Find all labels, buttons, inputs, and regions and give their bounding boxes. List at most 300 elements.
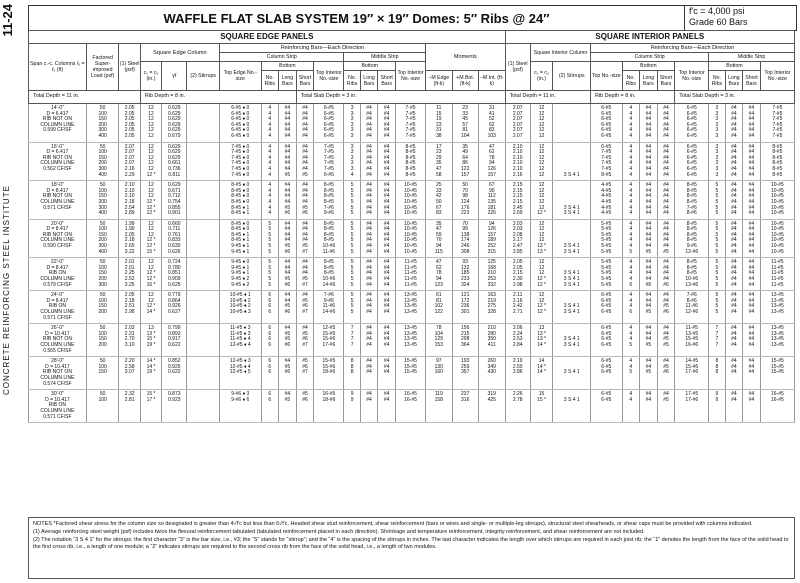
cell-mti: 8-#5 8-#5 8-#5 8-#5 8-#5 8-#5 [395,142,425,181]
cell-load: 50 100 [86,390,119,423]
cell-load: 50 100 150 200 300 400 [86,142,119,181]
cell-is: 2.03 2.03 2.08 2.17 2.47 2.85 [505,219,530,258]
cell-steel: 2.01 2.01 2.25 2.52 3.25 [119,258,140,291]
cell-me: 11 15 19 23 31 38 [426,104,452,143]
int-ms-top-interior-header: Top Interior No.-size [760,62,794,91]
cell-imsb: #4 #4 #4 #4 #4 #4 [743,142,761,181]
cell-lb: #4 #5 #6 [279,357,297,390]
cell-ilb: #4 #4 #4 #4 #4 #4 [640,181,658,220]
cell-gamma: 0.873 0.923 [162,390,187,423]
ms-short-bars-header: Short Bars [378,71,396,91]
cell-ic: 14 14 * 14 * [530,357,553,390]
moments-header: Moments [426,44,506,71]
cell-mti: 15-#5 15-#5 15-#5 [395,357,425,390]
cell-imlb: #4 #4 #4 #4 [725,324,743,357]
cell-it: 6-#5 7-#5 7-#5 7-#5 7-#5 8-#5 [591,142,622,181]
cell-inr: 4 4 4 4 4 4 [622,142,640,181]
table-row [29,357,795,390]
cell-ilb: #4 #4 #4 #5 [640,291,658,324]
cell-steel: 1.99 1.99 2.05 2.18 2.65 3.22 [119,219,140,258]
cell-isb: #4 #4 #5 #6 [657,291,675,324]
no-ribs-header: No. Ribs [261,71,279,91]
cell-lb: #4 #4 #4 #4 #5 #6 [279,219,297,258]
cell-mb: 237 316 [452,390,478,423]
cell-steel: 2.05 2.18 2.51 2.98 [119,291,140,324]
cell-te: 11-#5 ♦ 3 11-#5 ♦ 3 11-#5 ♦ 4 12-#5 ♦ 4 [220,324,261,357]
cell-sb: #4 #4 #4 #4 #4 #4 [296,104,314,143]
cell-it: 6-#5 6-#5 [591,390,622,423]
cell-ist [553,104,591,143]
cell-mi: 47 62 78 94 126 157 [478,142,505,181]
cell-ic: 13 13 * 13 * 14 * [530,324,553,357]
cell-ist: 3 S 4 1 [553,142,591,181]
cell-imsb: #4 #4 [743,390,761,423]
int-ms-bottom-header: Bottom [709,62,761,71]
cell-span: 14′-0″ D = 6.417 RIB NOT ON COLUMN LINE 0.599 CF/SF [29,104,87,143]
cell-imnr: 5 5 5 5 5 5 [709,181,725,220]
cell-gamma: 0.660 0.711 0.761 0.833 0.630 0.626 [162,219,187,258]
int-ms-short-bars-header: Short Bars [743,71,761,91]
cell-is: 2.07 2.07 2.07 2.07 2.07 2.07 [505,104,530,143]
cell-msb: #4 #4 #4 #4 #4 #4 [378,142,396,181]
cell-stir [187,104,220,143]
int-top-header: Top No.-size [591,62,622,91]
cell-imti: 10-#5 10-#5 10-#5 10-#5 10-#5 10-#5 [760,219,794,258]
cell-iti: 8-#5 8-#5 8-#5 8-#5 7-#6 8-#6 [675,181,709,220]
cell-me: 35 47 59 70 94 115 [426,219,452,258]
cell-imlb: #4 #4 #4 #4 #4 #4 [725,142,743,181]
cell-span: 20′-0″ D = 8.417 RIB NOT ON COLUMN LINE 0.590 CF/SF [29,219,87,258]
cell-ic: 15 15 * [530,390,553,423]
cell-imsb: #4 #4 #4 #4 #4 [743,258,761,291]
cell-isb: #4 #5 [657,390,675,423]
page-number: 11-24 [0,4,15,37]
table-body [29,91,795,423]
cell-nr: 4 4 4 4 4 4 [261,181,279,220]
int-stirrups-header: (2) Stirrups [553,62,591,91]
cell-mti: 10-#5 10-#5 10-#5 10-#5 10-#5 10-#5 [395,219,425,258]
cell-imti: 8-#5 8-#5 8-#5 8-#5 8-#5 8-#5 [760,142,794,181]
top-interior-header: Top Interior No.-size [314,62,344,91]
cell-gamma: 0.724 0.780 0.851 0.909 0.625 [162,258,187,291]
cell-imnr: 8 8 8 [709,357,725,390]
cell-ist: 3 S 4 1 [553,357,591,390]
cell-te: 6-#5 ♦ 0 6-#5 ♦ 0 6-#5 ♦ 0 6-#5 ♦ 0 6-#5 ♦ 0 6-#5 ♦ 0 [220,104,261,143]
cell-sb: #4 #5 #6 #7 [296,291,314,324]
cell-load: 50 100 150 200 300 400 [86,104,119,143]
cell-span: 30′-0″ D = 10.417 RIB ON COLUMN LINE 0.571 CF/SF [29,390,87,423]
cell-it: 6-#5 6-#5 6-#5 6-#5 [591,324,622,357]
int-middle-strip-header: Middle Strip [709,53,795,62]
cell-imti: 7-#5 7-#5 7-#5 7-#5 7-#5 7-#5 [760,104,794,143]
title-bar [28,5,797,31]
int-no-ribs-header: No. Ribs [622,71,640,91]
cell-msb: #4 #4 [378,390,396,423]
cell-nr: 6 6 6 6 [261,291,279,324]
cell-nr: 6 6 6 6 [261,324,279,357]
edge-column-header: Square Edge Column [140,44,219,62]
cell-sb: #5 #6 #7 [296,357,314,390]
cell-mi: 125 168 210 253 332 [478,258,505,291]
cell-imti: 16-#5 16-#5 [760,390,794,423]
cell-mnr: 5 5 5 5 5 5 [344,181,360,220]
cell-ist: 3 S 4 1 3 S 4 1 [553,219,591,258]
cell-imnr: 5 5 5 5 5 5 [709,219,725,258]
cell-me: 78 104 129 153 [426,324,452,357]
cell-mb: 156 215 298 364 [452,324,478,357]
cell-stir [187,291,220,324]
cell-span: 28′-0″ D = 10.417 RIB NOT ON COLUMN LINE 0.574 CF/SF [29,357,87,390]
cell-mti: 10-#5 10-#5 10-#5 10-#5 10-#5 10-#5 [395,181,425,220]
cell-load: 50 100 150 [86,357,119,390]
cell-ist: 3 S 4 1 3 S 4 1 [553,181,591,220]
cell-mi: 94 126 157 189 252 315 [478,219,505,258]
cell-isb: #4 #4 #4 #4 #4 #4 [657,104,675,143]
cell-it: 4-#5 4-#5 4-#5 4-#5 4-#5 4-#5 [591,181,622,220]
ms-long-bars-header: Long Bars [360,71,378,91]
cell-inr: 4 4 4 4 6 [622,258,640,291]
cell-te: 8-#5 ♦ 0 8-#5 ♦ 0 8-#5 ♦ 1 8-#5 ♦ 1 9-#5 ♦ 1 9-#5 ♦ 1 [220,219,261,258]
cell-lb: #4 #4 #5 #6 [279,291,297,324]
cell-te: 10-#5 ♦ 1 10-#5 ♦ 2 10-#5 ♦ 2 10-#5 ♦ 3 [220,291,261,324]
m-int-header: −M Int. (ft-k) [478,71,505,91]
cell-imsb: #4 #4 #4 #4 #4 #4 [743,219,761,258]
cell-sb: #4 #4 #4 #4 #5 #6 [296,181,314,220]
cell-mti: 11-#5 11-#5 11-#5 11-#5 11-#5 [395,258,425,291]
cell-msb: #4 #4 #4 #4 #4 [378,258,396,291]
cell-imnr: 3 3 3 3 3 3 [709,104,725,143]
cell-ti: 6-#5 6-#5 6-#5 6-#5 6-#5 6-#5 [314,104,344,143]
cell-lb: #4 #4 #4 #4 #4 #4 [279,104,297,143]
cell-ic: 12 12 12 12 * 12 * [530,258,553,291]
cell-imnr: 5 5 5 5 [709,291,725,324]
cell-stir [187,357,220,390]
cell-it: 6-#5 6-#5 6-#5 [591,357,622,390]
m-edge-header: −M Edge (ft-k) [426,71,452,91]
cell-is: 2.26 2.78 [505,390,530,423]
cell-isb: #4 #5 #6 [657,357,675,390]
cell-iti: 8-#5 8-#5 8-#5 8-#5 9-#6 12-#6 [675,219,709,258]
cell-mi: 67 90 112 135 181 226 [478,181,505,220]
cell-mlb: #4 #4 #4 [360,357,378,390]
cell-mi: 260 349 430 [478,357,505,390]
cell-ti: 8-#5 8-#5 8-#5 8-#5 10-#6 11-#6 [314,219,344,258]
cell-lb: #4 #4 #4 #4 #5 #6 [279,181,297,220]
cell-imti: 13-#5 13-#5 13-#5 13-#5 [760,324,794,357]
cell-te: 9-#6 ♦ 3 9-#6 ♦ 6 [220,390,261,423]
slab-depth-int: Total Slab Depth = 3 in. [675,91,795,104]
depth-row [29,91,795,104]
cell-te: 9-#5 ♦ 0 9-#5 ♦ 1 9-#5 ♦ 1 9-#5 ♦ 2 9-#5 ♦ 2 [220,258,261,291]
cell-stir [187,142,220,181]
cell-imsb: #4 #4 #4 #4 [743,291,761,324]
cell-msb: #4 #4 #4 #4 [378,291,396,324]
cell-imlb: #4 #4 #4 #4 [725,291,743,324]
long-bars-header: Long Bars [279,71,297,91]
cell-lb: #4 #5 #5 #6 [279,324,297,357]
cell-sb: #4 #4 #4 #4 #5 #7 [296,219,314,258]
m-bot-header: +M Bot. (ft-k) [452,71,478,91]
cell-inr: 4 4 4 6 [622,291,640,324]
stirrups-header: (2) Stirrups [187,62,220,91]
cell-imsb: #4 #4 #4 #4 #4 #4 [743,104,761,143]
cell-c: 12 12 12 12 * 12 * 12 * [140,181,161,220]
cell-imlb: #4 #4 #4 #4 #4 #4 [725,104,743,143]
cell-steel: 2.03 2.31 2.70 3.10 [119,324,140,357]
rib-depth-edge: Rib Depth = 8 in. [140,91,296,104]
cell-sb: #4 #4 #4 #5 #7 [296,258,314,291]
cell-isb: #4 #4 #4 #4 #4 #4 [657,142,675,181]
cell-mb: 70 99 138 174 246 308 [452,219,478,258]
cell-imlb: #4 #4 #4 #4 #4 #4 [725,219,743,258]
cell-load: 50 100 150 200 [86,324,119,357]
cell-sb: #4 #4 #4 #4 #4 #5 [296,142,314,181]
ms-bottom-header: Bottom [344,62,396,71]
cell-load: 50 100 150 200 300 [86,258,119,291]
cell-span: 26′-0″ D = 10.417 RIB NOT ON COLUMN LINE 0.565 CF/SF [29,324,87,357]
table-row [29,219,795,258]
cell-mnr: 7 7 7 7 [344,324,360,357]
cell-imsb: #4 #4 #4 [743,357,761,390]
cell-is: 2.19 2.50 2.86 [505,357,530,390]
top-edge-header: Top Edge No.-size [220,62,261,91]
cell-lb: #4 #5 [279,390,297,423]
notes [28,517,795,579]
c1c2-header: c₁ = c₂ (in.) [140,62,161,91]
cell-is: 2.15 2.15 2.15 2.15 2.45 2.69 [505,181,530,220]
note-1: (1) Average reinforcing steel weight (psf) includes twice the flexural reinforcement tabulated (tabulated reinforcement placed in each direction). Shrinkage and temperature reinforcement, integrity reinforcement, and shear reinforcement are not included. [33,529,645,535]
cell-gamma: 0.629 0.629 0.629 0.661 0.736 0.811 [162,142,187,181]
cell-steel: 2.07 2.07 2.07 2.07 2.16 2.29 [119,142,140,181]
total-depth-edge: Total Depth = 11 in. [29,91,141,104]
cell-gamma: 0.852 0.925 0.622 [162,357,187,390]
cell-c: 12 12 12 * 14 * [140,291,161,324]
cell-msb: #4 #4 #4 #4 #4 #4 [378,104,396,143]
cell-isb: #4 #4 #4 #4 #4 #4 [657,181,675,220]
cell-imti: 10-#5 10-#5 10-#5 10-#5 10-#5 10-#5 [760,181,794,220]
cell-mti: 16-#5 16-#5 [395,390,425,423]
cell-steel: 2.10 2.10 2.10 2.18 2.54 2.89 [119,181,140,220]
cell-imnr: 9 9 [709,390,725,423]
slab-depth-edge: Total Slab Depth = 3 in. [296,91,505,104]
cell-imti: 15-#5 15-#5 15-#5 [760,357,794,390]
cell-iti: 17-#5 17-#6 [675,390,709,423]
cell-it: 6-#5 6-#5 6-#5 6-#5 [591,291,622,324]
table-row [29,390,795,423]
cell-inr: 4 4 4 4 4 5 [622,219,640,258]
cell-imnr: 7 7 7 7 [709,324,725,357]
cell-me: 25 33 42 50 67 83 [426,181,452,220]
cell-iti: 6-#5 6-#5 6-#5 6-#5 6-#5 6-#5 [675,104,709,143]
cell-ist: 3 S 4 1 [553,390,591,423]
cell-ti: 15-#5 15-#6 18-#6 [314,357,344,390]
cell-msb: #4 #4 #4 [378,357,396,390]
cell-c: 15 * 17 * [140,390,161,423]
ms-top-interior-header: Top Interior No.-size [395,62,425,91]
cell-mnr: 5 5 5 5 5 [344,258,360,291]
cell-c: 12 12 12 12 12 12 [140,104,161,143]
int-column-header: Square Interior Column [530,44,590,62]
cell-mti: 13-#5 13-#5 13-#5 13-#5 [395,291,425,324]
cell-imlb: #4 #4 #4 #4 #4 [725,258,743,291]
rib-depth-int: Rib Depth = 8 in. [591,91,675,104]
cell-ilb: #4 #4 #4 #5 [640,324,658,357]
cell-ilb: #4 #4 #4 #4 #4 #5 [640,219,658,258]
cell-mlb: #4 #4 #4 #4 #4 #4 [360,104,378,143]
material-spec [684,6,796,30]
cell-ist: 3 S 4 1 3 S 4 1 3 S 4 1 [553,258,591,291]
cell-mi: 163 219 275 328 [478,291,505,324]
cell-span: 22′-0″ D = 8.417 RIB ON COLUMN LINE 0.579 CF/SF [29,258,87,291]
cell-steel: 2.20 2.58 3.07 [119,357,140,390]
cell-is: 2.11 2.16 2.42 2.71 [505,291,530,324]
cell-inr: 4 4 [622,390,640,423]
cell-ilb: #4 #4 [640,390,658,423]
cell-ilb: #4 #4 #5 [640,357,658,390]
middle-strip-header: Middle Strip [344,53,426,62]
cell-msb: #4 #4 #4 #4 #4 #4 [378,219,396,258]
cell-imti: 13-#5 13-#5 13-#5 13-#5 [760,291,794,324]
cell-mb: 50 70 98 124 176 223 [452,181,478,220]
cell-lb: #4 #4 #4 #5 #6 [279,258,297,291]
cell-mnr: 5 5 5 5 5 5 [344,219,360,258]
cell-load: 50 100 150 200 [86,291,119,324]
int-column-strip-header: Column Strip [591,53,709,62]
int-top-interior-header: Top Interior No.-size [675,62,709,91]
int-ms-no-ribs-header: No. Ribs [709,71,725,91]
cell-is: 2.05 2.05 2.15 2.30 2.98 [505,258,530,291]
cell-it: 5-#5 5-#5 5-#5 5-#5 5-#5 5-#5 [591,219,622,258]
cell-is: 2.06 2.24 2.53 2.84 [505,324,530,357]
cell-stir [187,219,220,258]
cell-sb: #5 #6 [296,390,314,423]
cell-span: 18′-0″ D = 8.417 RIB NOT ON COLUMN LINE 0.571 CF/SF [29,181,87,220]
int-bottom-header: Bottom [622,62,675,71]
int-short-bars-header: Short Bars [657,71,675,91]
cell-span: 24′-0″ D = 8.417 RIB ON COLUMN LINE 0.571 CF/SF [29,291,87,324]
cell-ti: 8-#5 8-#5 8-#5 8-#5 7-#6 9-#6 [314,181,344,220]
cell-c: 13 13 * 15 * 19 * [140,324,161,357]
column-strip-header: Column Strip [220,53,344,62]
cell-ist: 3 S 4 1 3 S 4 1 [553,291,591,324]
cell-span: 16′-0″ D = 6.417 RIB NOT ON COLUMN LINE 0.562 CF/SF [29,142,87,181]
cell-sb: #4 #5 #6 #7 [296,324,314,357]
cell-mb: 121 172 236 301 [452,291,478,324]
page-title: WAFFLE FLAT SLAB SYSTEM 19″ × 19″ Domes: 5″ Ribs @ 24″ [163,10,550,26]
cell-te: 12-#5 ♦ 3 12-#5 ♦ 4 12-#5 ♦ 5 [220,357,261,390]
cell-it: 6-#5 6-#5 6-#5 6-#5 6-#5 6-#5 [591,104,622,143]
table-row [29,258,795,291]
cell-inr: 4 4 4 5 [622,324,640,357]
cell-c: 12 12 12 * 12 * 16 * [140,258,161,291]
cell-mlb: #4 #4 #4 #4 #4 [360,258,378,291]
cell-mb: 23 33 45 57 81 104 [452,104,478,143]
cell-mnr: 3 3 3 3 3 4 [344,142,360,181]
cell-ilb: #4 #4 #4 #4 #4 #4 [640,104,658,143]
cell-me: 61 81 102 122 [426,291,452,324]
cell-ic: 12 12 12 12 12 12 [530,142,553,181]
cell-nr: 4 4 4 4 4 4 [261,142,279,181]
table-row [29,181,795,220]
cell-steel: 2.05 2.05 2.05 2.05 2.05 2.05 [119,104,140,143]
cell-c: 12 12 12 12 12 12 * [140,142,161,181]
cell-ic: 12 12 12 * 12 * [530,291,553,324]
cell-iti: 8-#5 8-#5 8-#5 10-#6 13-#6 [675,258,709,291]
cell-c: 14 * 14 * 19 * [140,357,161,390]
cell-mnr: 9 9 [344,390,360,423]
int-steel-header: (1) Steel (psf) [505,44,530,91]
cell-is: 2.10 2.10 2.10 2.10 2.10 2.16 [505,142,530,181]
cell-ti: 12-#5 15-#5 15-#6 17-#6 [314,324,344,357]
cell-gamma: 0.779 0.864 0.926 0.627 [162,291,187,324]
int-reinf-header: Reinforcing Bars—Each Direction [591,44,795,53]
cell-c: 12 12 12 12 * 12 * 15 * [140,219,161,258]
cell-stir [187,258,220,291]
edge-panels-header: SQUARE EDGE PANELS [29,31,506,44]
cell-stir [187,324,220,357]
cell-gamma: 0.629 0.629 0.629 0.629 0.629 0.679 [162,104,187,143]
cell-ist: 3 S 4 1 3 S 4 1 [553,324,591,357]
edge-reinf-header: Reinforcing Bars—Each Direction [220,44,426,53]
int-c1c2-header: c₁ = c₂ (in.) [530,62,553,91]
cell-ic: 12 12 12 12 12 12 * [530,181,553,220]
note-2: (2) The notation “3 S 4 1” for the stirrups: the first character “3” is the bar size, i.e., #3; the “S” stands for “stirrup”; and the “4” is the spacing of the stirrups in inches. The last character indicates the length over which stirrups are required in each joist rib; the “1” denotes the length from the face of the solid head to the first cross rib, i.e., a length of one module; a “2” indicates stirrups are required to the second cross rib from the face of the solid head, i.e., a length of two modules. [33,537,789,550]
cell-te: 7-#5 ♦ 0 7-#5 ♦ 0 7-#5 ♦ 0 7-#5 ♦ 0 7-#5 ♦ 0 7-#5 ♦ 0 [220,142,261,181]
cell-mlb: #4 #4 #4 #4 #4 #4 [360,142,378,181]
load-header: Factored Super- imposed Load (psf) [86,44,119,91]
cell-mnr: 5 5 5 5 [344,291,360,324]
cell-mi: 319 425 [478,390,505,423]
cell-imti: 11-#5 11-#5 11-#5 11-#5 11-#5 [760,258,794,291]
cell-load: 50 100 150 200 300 400 [86,181,119,220]
cell-ti: 7-#6 9-#6 11-#6 14-#6 [314,291,344,324]
cell-nr: 6 6 [261,390,279,423]
cell-me: 17 23 29 35 47 58 [426,142,452,181]
cell-mnr: 8 8 8 [344,357,360,390]
cell-load: 50 100 150 200 300 400 [86,219,119,258]
bottom-header: Bottom [261,62,314,71]
cell-ti: 16-#5 18-#6 [314,390,344,423]
cell-ic: 12 12 12 12 12 12 [530,104,553,143]
cell-me: 47 62 78 94 123 [426,258,452,291]
cell-steel: 2.32 2.81 [119,390,140,423]
cell-msb: #4 #4 #4 #4 #4 #4 [378,181,396,220]
cell-me: 119 158 [426,390,452,423]
cell-nr: 4 4 4 4 4 4 [261,104,279,143]
cell-inr: 4 4 5 [622,357,640,390]
cell-ti: 8-#5 8-#5 8-#5 10-#6 14-#6 [314,258,344,291]
cell-it: 5-#5 5-#5 5-#5 5-#5 5-#5 [591,258,622,291]
table-row [29,324,795,357]
cell-mlb: #4 #4 #4 #4 [360,291,378,324]
int-ms-long-bars-header: Long Bars [725,71,743,91]
table-row [29,291,795,324]
cell-ilb: #4 #4 #4 #4 #6 [640,258,658,291]
cell-isb: #4 #4 #5 #5 [657,324,675,357]
cell-imnr: 5 5 5 5 5 [709,258,725,291]
gamma-header: γf [162,62,187,91]
table-row [29,104,795,143]
int-long-bars-header: Long Bars [640,71,658,91]
cell-mnr: 3 3 3 3 3 3 [344,104,360,143]
publisher-label: CONCRETE REINFORCING STEEL INSTITUTE [2,185,11,395]
cell-imsb: #4 #4 #4 #4 [743,324,761,357]
cell-ilb: #4 #4 #4 #4 #4 #4 [640,142,658,181]
cell-mlb: #4 #4 #4 #4 #4 #4 [360,181,378,220]
cell-imlb: #4 #4 #4 [725,357,743,390]
table-row [29,142,795,181]
cell-mlb: #4 #4 #4 #4 #4 #4 [360,219,378,258]
